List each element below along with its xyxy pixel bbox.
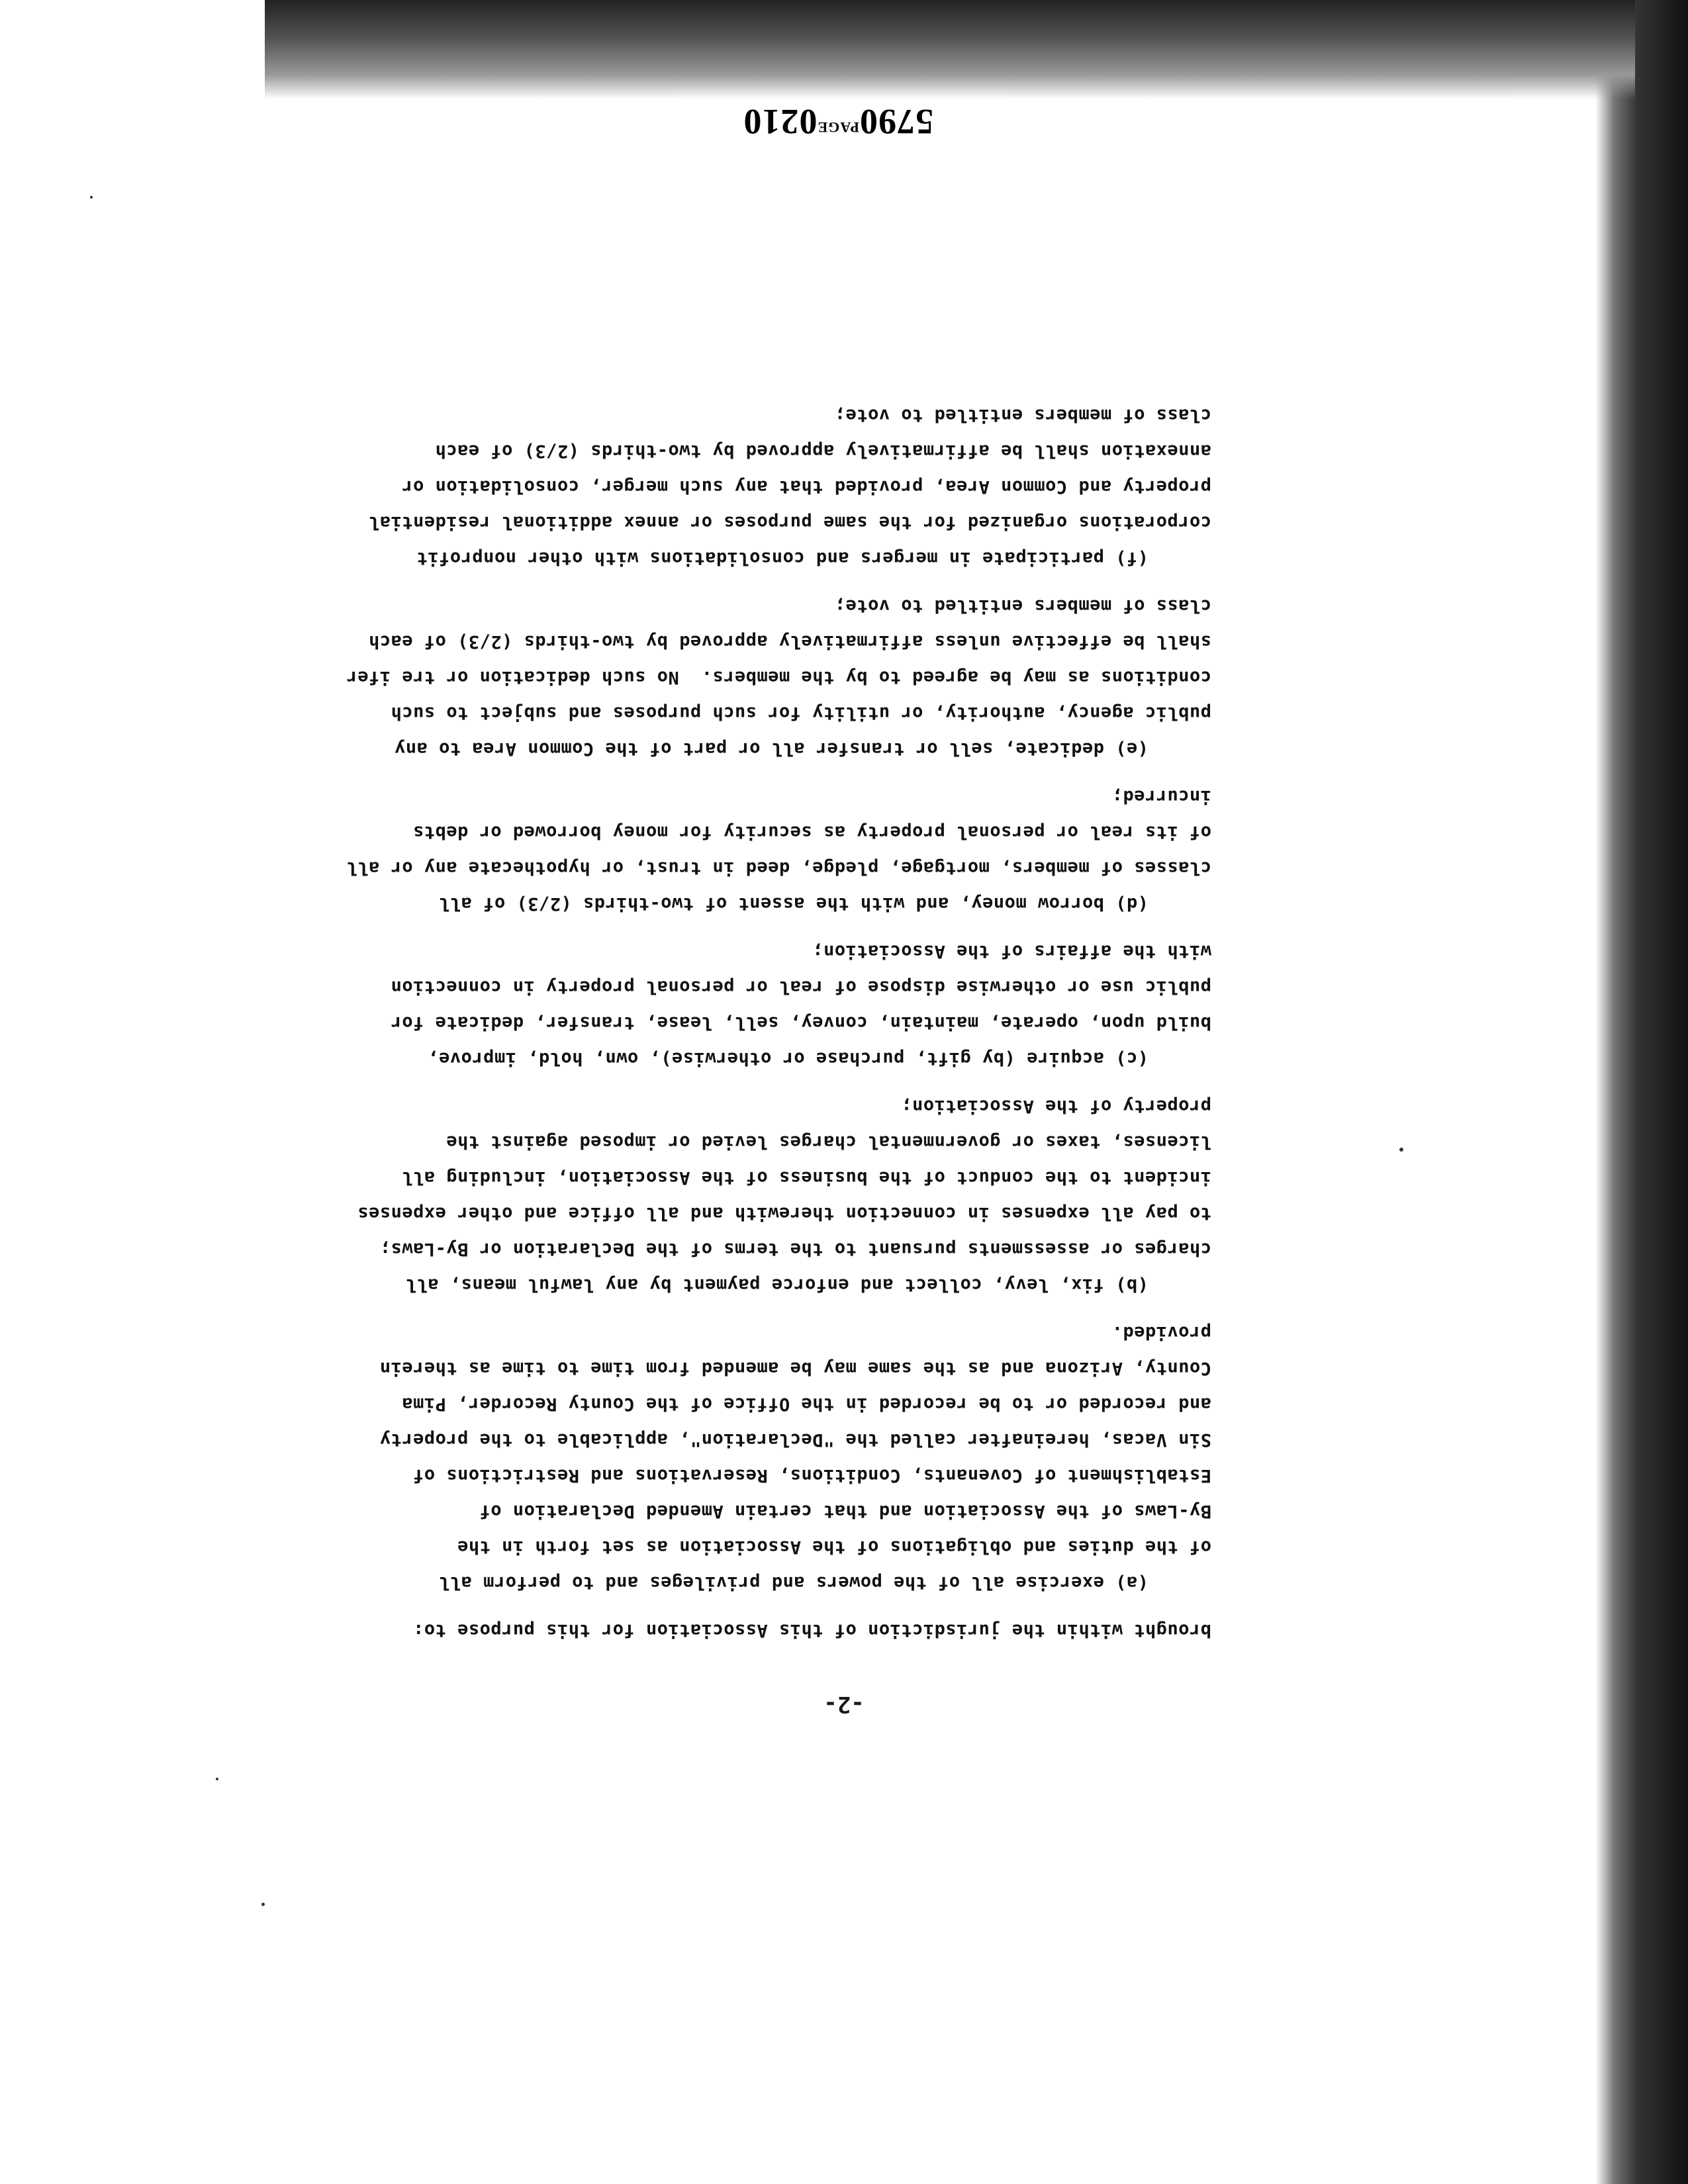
text-line: charges or assessments pursuant to the terms of the Declaration or By-Laws; — [379, 1239, 1211, 1259]
text-line: incident to the conduct of the business of the Association, including all — [401, 1167, 1211, 1188]
text-line: provided. — [1111, 1322, 1211, 1343]
page-stamp-number: 0210 — [743, 102, 818, 142]
text-line: licenses, taxes or governmental charges levied or imposed against the — [445, 1132, 1211, 1152]
scan-speck — [1399, 1148, 1403, 1152]
scan-speck — [261, 1903, 265, 1906]
text-line: By-Laws of the Association and that certain Amended Declaration of — [479, 1501, 1211, 1522]
text-line: conditions as may be agreed to by the members. No such dedication or tre ifer — [346, 667, 1211, 688]
page-number: -2- — [823, 1691, 865, 1717]
text-line: (d) borrow money, and with the assent of two-thirds (2/3) of all — [438, 893, 1149, 914]
text-line: shall be effective unless affirmatively approved by two-thirds (2/3) of each — [368, 631, 1211, 652]
text-line: corporations organized for the same purposes or annex additional residential — [368, 512, 1211, 533]
text-line: public agency, authority, or utility for such purposes and subject to such — [391, 703, 1211, 723]
body-text — [245, 397, 1211, 1648]
scanner-shadow-bottom — [265, 0, 1635, 99]
text-line: class of members entitled to vote; — [834, 405, 1211, 426]
scan-speck — [216, 1778, 218, 1780]
text-line: and recorded or to be recorded in the Office of the County Recorder, Pima — [401, 1394, 1211, 1414]
text-line: build upon, operate, maintain, convey, sell, lease, transfer, dedicate for — [391, 1013, 1211, 1033]
text-line: class of members entitled to vote; — [834, 596, 1211, 616]
text-line: incurred; — [1111, 786, 1211, 807]
text-line: (f) participate in mergers and consolidations with other nonprofit — [416, 548, 1149, 569]
text-line: classes of members, mortgage, pledge, deed in trust, or hypothecate any or all — [346, 858, 1211, 878]
text-line: County, Arizona and as the same may be amended from time to time as therein — [379, 1358, 1211, 1379]
text-line: (a) exercise all of the powers and privileges and to perform all — [438, 1572, 1149, 1593]
text-line: Sin Vacas, hereinafter called the "Declaration", applicable to the property — [379, 1430, 1211, 1450]
scanner-shadow-edge — [1595, 0, 1688, 2184]
text-line: to pay all expenses in connection therewith and all office and other expenses — [357, 1203, 1211, 1224]
text-line: of the duties and obligations of the Association as set forth in the — [457, 1537, 1211, 1557]
text-line: with the affairs of the Association; — [812, 941, 1211, 962]
text-line: (e) dedicate, sell or transfer all or part of the Common Area to any — [394, 739, 1149, 759]
text-line: (b) fix, levy, collect and enforce payment by any lawful means, all — [405, 1275, 1149, 1295]
text-line: (c) acquire (by gift, purchase or otherwise), own, hold, improve, — [427, 1048, 1149, 1069]
scan-speck — [90, 196, 93, 199]
text-line: Establishment of Covenants, Conditions, Reservations and Restrictions of — [412, 1465, 1211, 1486]
text-line: public use or otherwise dispose of real or personal property in connection — [391, 977, 1211, 997]
text-line: of its real or personal property as security for money borrowed or debts — [412, 822, 1211, 842]
text-line: annexation shall be affirmatively approved by two-thirds (2/3) of each — [435, 441, 1211, 461]
page-prefix: PAGE — [817, 119, 859, 136]
book-page-stamp — [695, 101, 933, 142]
text-line: property of the Association; — [900, 1096, 1211, 1116]
book-number: 5790 — [859, 102, 933, 142]
text-line: property and Common Area, provided that any such merger, consolidation or — [401, 477, 1211, 497]
text-line: brought within the jurisdiction of this Association for this purpose to: — [412, 1620, 1211, 1641]
